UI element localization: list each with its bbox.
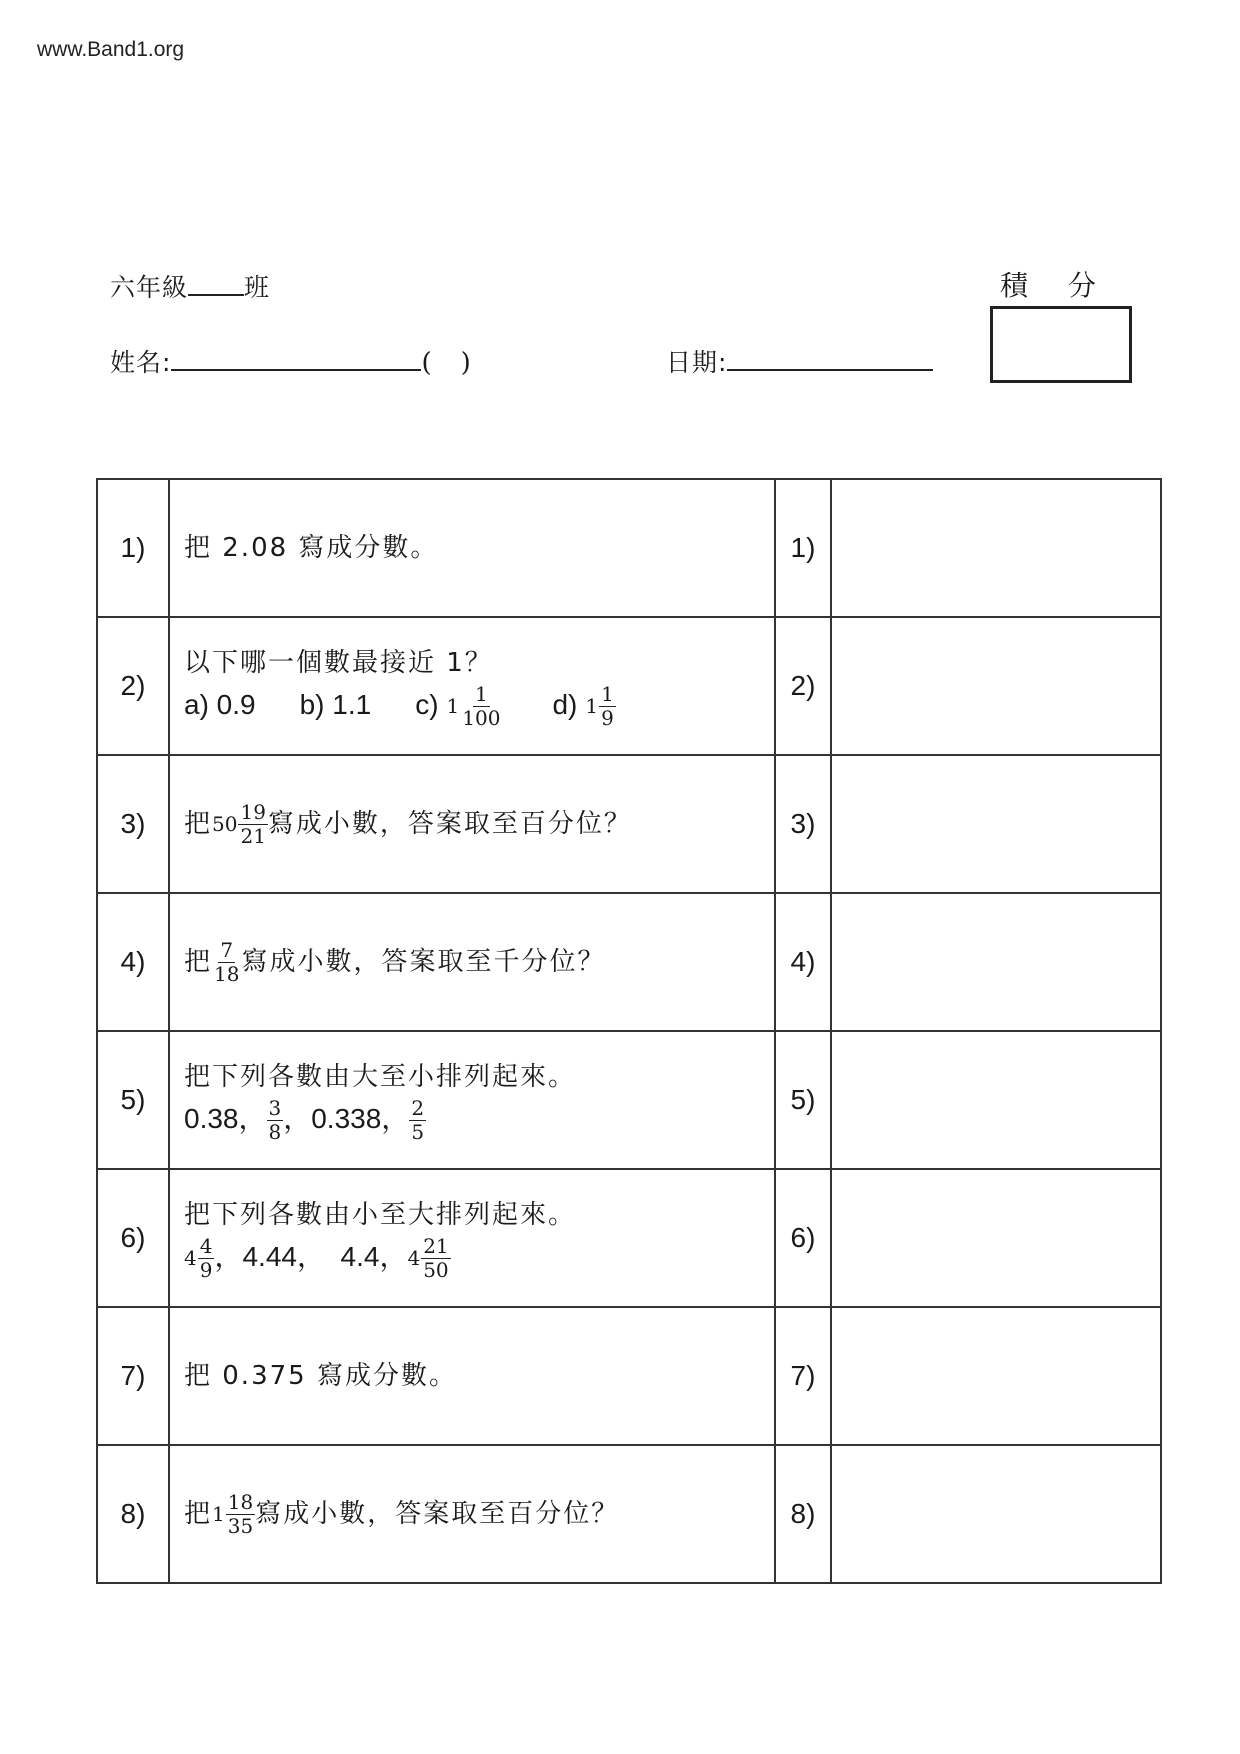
numerator: 2 (411, 1096, 425, 1121)
answer-number: 7) (775, 1307, 831, 1445)
question-cell (169, 893, 775, 1031)
grade-label: 六年級 (110, 273, 189, 302)
name-line (110, 343, 472, 379)
whole-number: 50 (212, 811, 238, 836)
table-row (97, 1307, 1161, 1445)
close-paren: ) (460, 348, 472, 378)
question-text: 把 0.375 寫成分數。 (169, 1307, 775, 1445)
whole-number: 1 (446, 694, 460, 719)
option-a: a) 0.9 (184, 689, 256, 721)
answer-cell[interactable] (831, 1031, 1161, 1169)
denominator: 100 (462, 706, 501, 731)
class-label: 班 (244, 273, 271, 302)
whole-number: 4 (184, 1246, 197, 1271)
question-prefix: 把 (184, 1498, 213, 1529)
table-row (97, 893, 1161, 1031)
fraction (409, 1098, 426, 1143)
grade-line (110, 268, 270, 304)
list-item: ，0.338， (283, 1103, 410, 1135)
numerator: 1 (601, 682, 614, 707)
mixed-number (184, 1236, 214, 1281)
answer-number: 8) (775, 1445, 831, 1583)
question-text: 把下列各數由小至大排列起來。 (184, 1199, 577, 1230)
whole-number: 1 (585, 694, 599, 719)
denominator: 9 (199, 1258, 213, 1283)
fraction (212, 937, 241, 986)
answer-number: 1) (775, 479, 831, 617)
option-d: d) (552, 689, 578, 721)
table-row (97, 479, 1161, 617)
numerator: 3 (268, 1096, 282, 1121)
numerator: 4 (199, 1234, 213, 1259)
denominator: 21 (240, 823, 266, 848)
denominator: 35 (227, 1513, 254, 1538)
options-line (184, 683, 774, 729)
question-cell (169, 1031, 775, 1169)
question-cell (169, 1169, 775, 1307)
denominator: 8 (268, 1120, 282, 1145)
answer-number: 5) (775, 1031, 831, 1169)
number-list (184, 1235, 774, 1281)
fraction-value (409, 1098, 426, 1143)
score-label: 積分 (1000, 269, 1137, 302)
question-number: 6) (97, 1169, 169, 1307)
table-row (97, 1031, 1161, 1169)
answer-cell[interactable] (831, 1445, 1161, 1583)
question-suffix: 寫成小數，答案取至千分位？ (241, 946, 606, 977)
table-row (97, 1169, 1161, 1307)
list-item: 0.38， (184, 1103, 267, 1135)
question-number: 2) (97, 617, 169, 755)
answer-number: 6) (775, 1169, 831, 1307)
option-b: b) 1.1 (299, 689, 372, 721)
date-line (666, 343, 933, 379)
question-prefix: 把 (184, 808, 213, 839)
question-table (96, 478, 1162, 1584)
fraction (421, 1236, 450, 1281)
answer-cell[interactable] (831, 617, 1161, 755)
option-c: c) (415, 689, 439, 721)
fraction (267, 1098, 284, 1143)
table-row (97, 617, 1161, 755)
question-text: 把 2.08 寫成分數。 (169, 479, 775, 617)
question-number: 8) (97, 1445, 169, 1583)
whole-number: 4 (407, 1246, 421, 1271)
whole-number: 1 (212, 1501, 225, 1526)
class-blank (188, 272, 244, 296)
table-row (97, 755, 1161, 893)
question-cell (169, 1445, 775, 1583)
question-cell (169, 755, 775, 893)
fraction-value (212, 937, 241, 986)
mixed-number (407, 1236, 450, 1281)
fraction (460, 684, 502, 729)
question-cell (169, 617, 775, 755)
fraction (226, 1489, 255, 1538)
denominator: 50 (423, 1258, 449, 1283)
mixed-number (212, 1489, 255, 1538)
numerator: 21 (423, 1234, 449, 1259)
answer-cell[interactable] (831, 1169, 1161, 1307)
answer-cell[interactable] (831, 1307, 1161, 1445)
question-number: 7) (97, 1307, 169, 1445)
question-number: 3) (97, 755, 169, 893)
name-label: 姓名: (110, 348, 172, 377)
fraction (198, 1236, 215, 1281)
name-blank (171, 347, 421, 371)
fraction (238, 799, 267, 848)
numerator: 19 (240, 799, 266, 824)
answer-number: 3) (775, 755, 831, 893)
denominator: 18 (214, 961, 240, 986)
fraction-value (267, 1098, 284, 1143)
numerator: 7 (220, 937, 234, 962)
answer-cell[interactable] (831, 755, 1161, 893)
question-number: 4) (97, 893, 169, 1031)
answer-number: 4) (775, 893, 831, 1031)
date-label: 日期: (666, 348, 728, 377)
numerator: 1 (475, 682, 488, 707)
answer-cell[interactable] (831, 893, 1161, 1031)
question-prefix: 把 (184, 946, 213, 977)
question-text: 把下列各數由大至小排列起來。 (184, 1061, 577, 1092)
denominator: 5 (411, 1120, 425, 1145)
open-paren: ( (421, 348, 433, 378)
mixed-number (212, 799, 268, 848)
answer-cell[interactable] (831, 479, 1161, 617)
option-c-value (447, 684, 503, 729)
question-text: 以下哪一個數最接近 1？ (184, 647, 493, 678)
question-suffix: 寫成小數，答案取至百分位？ (267, 808, 632, 839)
watermark: www.Band1.org (37, 38, 185, 61)
option-d-value (585, 684, 615, 729)
number-list (184, 1097, 774, 1143)
fraction (599, 684, 616, 729)
question-number: 5) (97, 1031, 169, 1169)
question-suffix: 寫成小數，答案取至百分位？ (255, 1498, 620, 1529)
table-row (97, 1445, 1161, 1583)
date-blank (727, 347, 933, 371)
score-box (990, 306, 1132, 383)
denominator: 9 (601, 706, 614, 731)
list-item: ，4.44， 4.4， (214, 1241, 408, 1273)
answer-number: 2) (775, 617, 831, 755)
numerator: 18 (227, 1489, 254, 1514)
question-number: 1) (97, 479, 169, 617)
